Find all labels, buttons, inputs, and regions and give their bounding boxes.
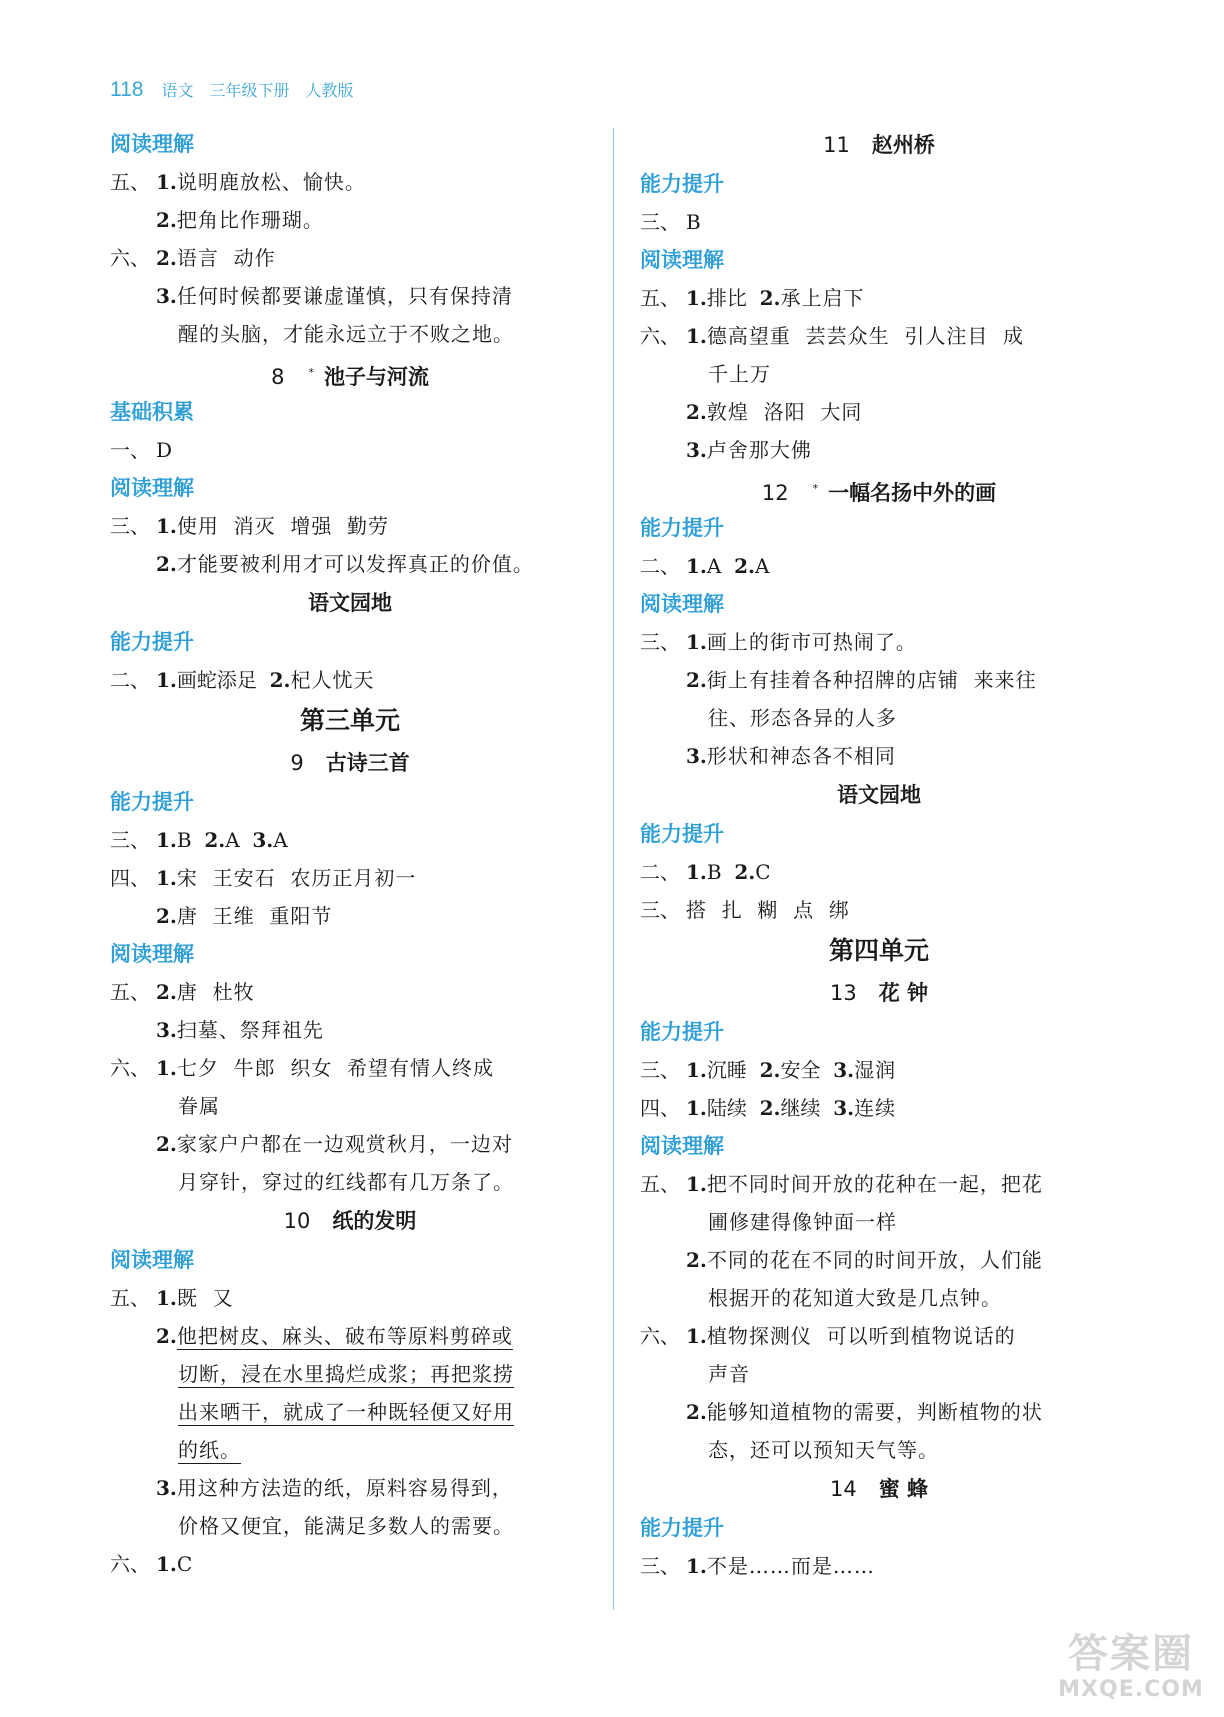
answer-row: 二、 1. A 2. A xyxy=(640,554,771,578)
section-heading: 阅读理解 xyxy=(640,592,724,616)
answer-row-continued: 千上万 xyxy=(708,362,771,386)
section-heading: 阅读理解 xyxy=(640,1134,724,1158)
answer-row-continued: 月穿针，穿过的红线都有几万条了。 xyxy=(178,1170,514,1194)
answer-row: 三、 1. 使用 消灭 增强 勤劳 xyxy=(110,514,390,538)
section-heading: 能力提升 xyxy=(110,630,194,654)
lesson-title: 9 古诗三首 xyxy=(290,751,410,775)
section-heading: 能力提升 xyxy=(640,172,724,196)
right-column xyxy=(640,125,1118,1585)
section-heading: 基础积累 xyxy=(110,400,194,424)
answer-row-continued: 圃修建得像钟面一样 xyxy=(708,1210,897,1234)
header-edition: 人教版 xyxy=(305,81,354,100)
section-heading: 能力提升 xyxy=(640,1516,724,1540)
answer-row: 3. 形状和神态各不相同 xyxy=(686,744,896,768)
answer-row: 3. 扫墓、祭拜祖先 xyxy=(156,1018,324,1042)
answer-row-continued: 眷属 xyxy=(178,1094,220,1118)
answer-row: 六、 1. C xyxy=(110,1552,194,1576)
header-grade: 三年级下册 xyxy=(209,81,290,100)
answer-row: 3. 卢舍那大佛 xyxy=(686,438,812,462)
lesson-title: 语文园地 xyxy=(837,783,921,807)
answer-row: 2. 他把树皮、麻头、破布等原料剪碎或 xyxy=(156,1324,513,1348)
answer-row: 二、 1. B 2. C xyxy=(640,860,772,884)
lesson-title: 8 * 池子与河流 xyxy=(271,365,429,389)
answer-row: 二、 1. 画蛇添足 2. 杞人忧天 xyxy=(110,668,375,692)
answer-row: 五、 1. 把不同时间开放的花种在一起，把花 xyxy=(640,1172,1043,1196)
page-number: 118 xyxy=(110,78,144,101)
answer-row: 六、 1. 德高望重 芸芸众生 引人注目 成 xyxy=(640,324,1025,348)
answer-row: 3. 用这种方法造的纸，原料容易得到， xyxy=(156,1476,513,1500)
section-heading: 阅读理解 xyxy=(110,132,194,156)
section-heading: 阅读理解 xyxy=(640,248,724,272)
answer-row: 五、 1. 既 又 xyxy=(110,1286,234,1310)
answer-row-continued: 态，还可以预知天气等。 xyxy=(708,1438,939,1462)
answer-row: 一、 D xyxy=(110,438,174,462)
lesson-title: 14 蜜 蜂 xyxy=(829,1477,929,1501)
answer-row: 2. 不同的花在不同的时间开放，人们能 xyxy=(686,1248,1043,1272)
answer-row: 2. 敦煌 洛阳 大同 xyxy=(686,400,863,424)
unit-title: 第四单元 xyxy=(828,936,929,965)
answer-row-continued: 醒的头脑，才能永远立于不败之地。 xyxy=(178,322,514,346)
answer-row: 2. 能够知道植物的需要，判断植物的状 xyxy=(686,1400,1043,1424)
answer-row: 六、 1. 七夕 牛郎 织女 希望有情人终成 xyxy=(110,1056,495,1080)
watermark-logo: 答案圈 MXQE.COM xyxy=(1058,1631,1204,1702)
answer-row-continued: 声音 xyxy=(708,1362,750,1386)
answer-row: 2. 把角比作珊瑚。 xyxy=(156,208,324,232)
lesson-title: 13 花 钟 xyxy=(829,981,929,1005)
answer-row: 2. 街上有挂着各种招牌的店铺 来来往 xyxy=(686,668,1037,692)
answer-row: 六、 1. 植物探测仪 可以听到植物说话的 xyxy=(640,1324,1016,1348)
answer-row: 2. 家家户户都在一边观赏秋月，一边对 xyxy=(156,1132,513,1156)
answer-row-continued: 的纸。 xyxy=(178,1438,241,1462)
unit-title: 第三单元 xyxy=(299,706,400,735)
answer-row: 2. 才能要被利用才可以发挥真正的价值。 xyxy=(156,552,534,576)
lesson-title: 11 赵州桥 xyxy=(823,133,935,157)
section-heading: 阅读理解 xyxy=(110,1248,194,1272)
section-heading: 能力提升 xyxy=(640,822,724,846)
section-heading: 阅读理解 xyxy=(110,476,194,500)
lesson-title: 10 纸的发明 xyxy=(283,1209,417,1233)
lesson-title: 语文园地 xyxy=(308,591,392,615)
section-heading: 阅读理解 xyxy=(110,942,194,966)
answer-row: 五、 2. 唐 杜牧 xyxy=(110,980,255,1004)
section-heading: 能力提升 xyxy=(110,790,194,814)
answer-row: 2. 唐 王维 重阳节 xyxy=(156,904,333,928)
answer-row: 三、 B xyxy=(640,210,702,234)
answer-row: 四、 1. 宋 王安石 农历正月初一 xyxy=(110,866,417,890)
answer-row: 三、 1. B 2. A 3. A xyxy=(110,828,289,852)
section-heading: 能力提升 xyxy=(640,1020,724,1044)
header-subject: 语文 xyxy=(161,81,194,100)
left-column xyxy=(110,125,590,1583)
answer-row-continued: 切断，浸在水里捣烂成浆；再把浆捞 xyxy=(178,1362,514,1386)
answer-row-continued: 根据开的花知道大致是几点钟。 xyxy=(708,1286,1002,1310)
answer-row: 三、 搭 扎 糊 点 绑 xyxy=(640,898,850,922)
answer-row: 四、 1. 陆续 2. 继续 3. 连续 xyxy=(640,1096,897,1120)
answer-row-continued: 往、形态各异的人多 xyxy=(708,706,897,730)
answer-row: 3. 任何时候都要谦虚谨慎，只有保持清 xyxy=(156,284,513,308)
answer-row: 三、 1. 沉睡 2. 安全 3. 湿润 xyxy=(640,1058,897,1082)
page-header xyxy=(110,78,370,108)
section-heading: 能力提升 xyxy=(640,516,724,540)
answer-row-continued: 出来晒干，就成了一种既轻便又好用 xyxy=(178,1400,514,1424)
answer-row: 三、 1. 不是……而是…… xyxy=(640,1554,875,1578)
answer-row: 五、 1. 排比 2. 承上启下 xyxy=(640,286,865,310)
column-divider xyxy=(613,128,614,1610)
answer-row: 六、 2. 语言 动作 xyxy=(110,246,276,270)
answer-row-continued: 价格又便宜，能满足多数人的需要。 xyxy=(178,1514,514,1538)
answer-row: 五、 1. 说明鹿放松、愉快。 xyxy=(110,170,366,194)
answer-row: 三、 1. 画上的街市可热闹了。 xyxy=(640,630,917,654)
lesson-title: 12 * 一幅名扬中外的画 xyxy=(761,481,997,505)
